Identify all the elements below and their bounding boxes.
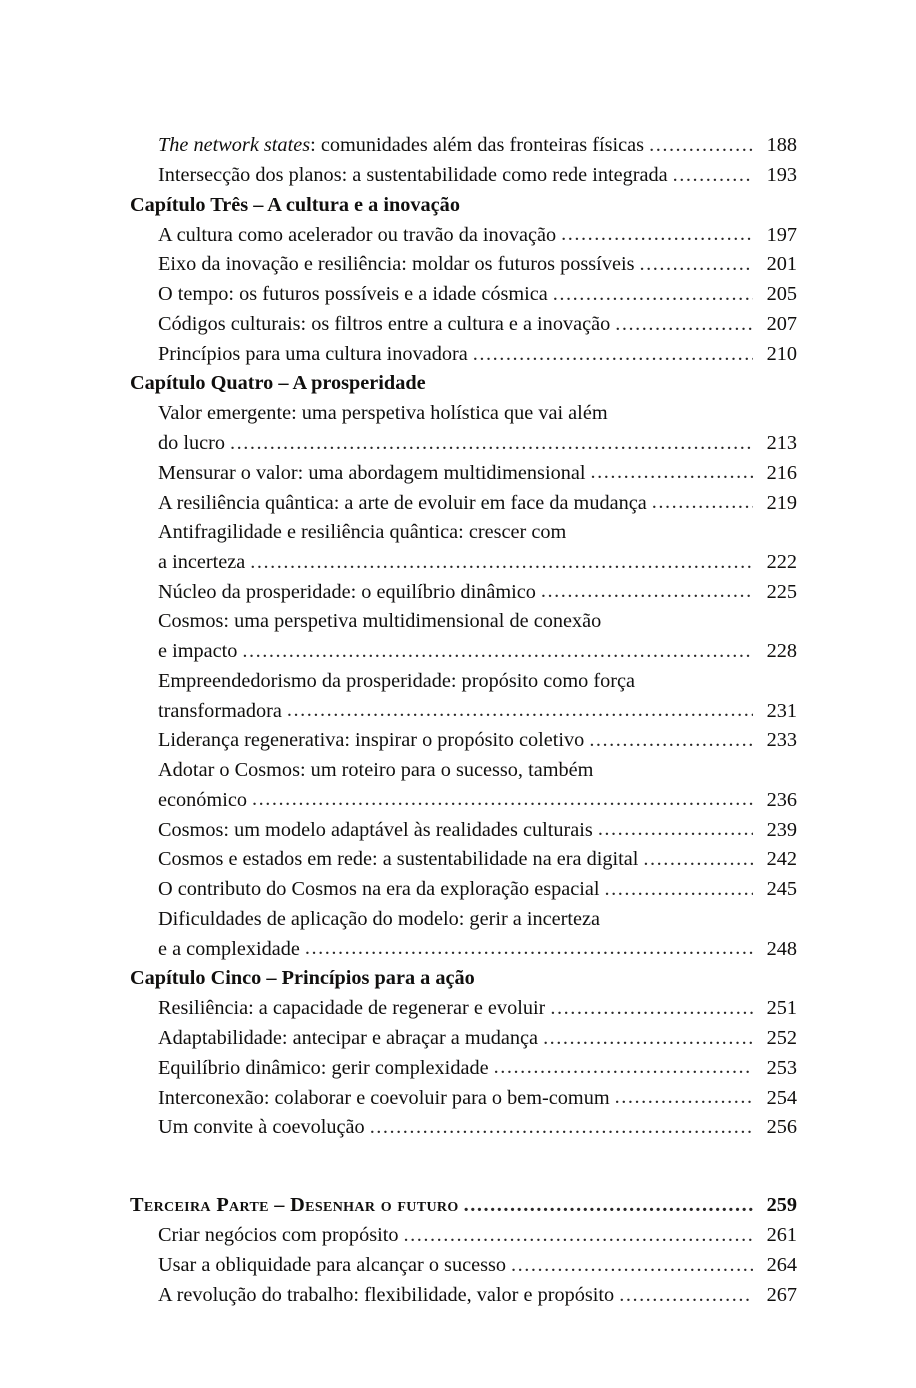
toc-entry-line: Antifragilidade e resiliência quântica: crescer com <box>158 521 567 544</box>
dot-leader <box>543 1024 753 1044</box>
chapter-heading: Capítulo Quatro – A prosperidade <box>130 372 426 395</box>
toc-entry[interactable] <box>158 131 797 161</box>
page-number: 193 <box>766 164 797 187</box>
page-number: 225 <box>766 580 797 603</box>
toc-entry-label: Equilíbrio dinâmico: gerir complexidade <box>158 1056 489 1079</box>
page-number: 222 <box>766 550 797 573</box>
toc-entry-label: Intersecção dos planos: a sustentabilidade como rede integrada <box>158 164 668 187</box>
page-number: 233 <box>766 729 797 752</box>
toc-entry[interactable] <box>158 1251 797 1281</box>
toc-entry[interactable] <box>158 1221 797 1251</box>
toc-entry-label: Criar negócios com propósito <box>158 1224 399 1247</box>
dot-leader <box>250 548 753 568</box>
toc-entry-line: Dificuldades de aplicação do modelo: gerir a incerteza <box>158 907 601 930</box>
toc-entry-label: a incerteza <box>158 550 246 573</box>
section-spacer <box>130 1143 797 1191</box>
toc-entry[interactable] <box>158 429 797 459</box>
page-number: 231 <box>766 699 797 722</box>
toc-entry[interactable] <box>158 845 797 875</box>
toc-entry-line: Cosmos: uma perspetiva multidimensional de conexão <box>158 610 602 633</box>
toc-entry[interactable] <box>158 458 797 488</box>
dot-leader <box>591 458 754 478</box>
table-of-contents <box>130 131 797 1310</box>
dot-leader <box>561 220 753 240</box>
toc-entry[interactable] <box>158 250 797 280</box>
toc-entry[interactable] <box>158 815 797 845</box>
toc-entry-line: Valor emergente: uma perspetiva holística que vai além <box>158 402 608 424</box>
page-number: 213 <box>766 431 797 454</box>
toc-entry[interactable] <box>158 785 797 815</box>
page-number: 264 <box>766 1254 797 1276</box>
toc-entry-line: Adotar o Cosmos: um roteiro para o sucesso, também <box>158 758 594 781</box>
toc-entry-line: Empreendedorismo da prosperidade: propósito como força <box>158 669 636 692</box>
dot-leader <box>652 488 753 508</box>
dot-leader <box>242 637 753 657</box>
dot-leader <box>553 280 753 300</box>
toc-entry[interactable] <box>158 1024 797 1054</box>
dot-leader <box>230 429 753 449</box>
toc-entry[interactable] <box>158 696 797 726</box>
toc-entry[interactable] <box>158 280 797 310</box>
toc-entry[interactable] <box>158 1083 797 1113</box>
toc-entry[interactable] <box>158 726 797 756</box>
dot-leader <box>615 310 753 330</box>
toc-entry-label: Eixo da inovação e resiliência: moldar os futuros possíveis <box>158 253 635 276</box>
toc-entry[interactable] <box>158 340 797 370</box>
toc-entry[interactable] <box>158 1053 797 1083</box>
dot-leader <box>370 1113 753 1133</box>
page-number: 216 <box>766 461 797 484</box>
page-number: 245 <box>766 878 797 901</box>
toc-entry-label: Um convite à coevolução <box>158 1116 365 1139</box>
page-number: 210 <box>766 342 797 365</box>
toc-entry-label: O tempo: os futuros possíveis e a idade cósmica <box>158 283 548 306</box>
dot-leader <box>598 815 753 835</box>
toc-entry-label: Núcleo da prosperidade: o equilíbrio dinâmico <box>158 580 536 603</box>
toc-entry-title-italic: The network states <box>158 134 311 157</box>
page-number: 205 <box>766 283 797 306</box>
toc-entry-label: e impacto <box>158 640 238 663</box>
toc-entry[interactable] <box>158 875 797 905</box>
page-number: 239 <box>766 818 797 841</box>
toc-entry[interactable] <box>158 994 797 1024</box>
page-number: 261 <box>766 1224 797 1247</box>
part-heading <box>130 1191 797 1221</box>
toc-entry[interactable] <box>158 548 797 578</box>
toc-entry-label: Usar a obliquidade para alcançar o sucesso <box>158 1254 507 1276</box>
toc-entry-label: Códigos culturais: os filtros entre a cultura e a inovação <box>158 313 611 336</box>
page-number: 251 <box>766 997 797 1020</box>
chapter-heading: Capítulo Cinco – Princípios para a ação <box>130 967 475 990</box>
toc-entry-label: transformadora <box>158 699 282 722</box>
page-number: 188 <box>766 134 797 157</box>
dot-leader <box>541 577 753 597</box>
page-number: 253 <box>766 1056 797 1079</box>
toc-entry[interactable] <box>158 161 797 191</box>
page-number: 259 <box>766 1194 797 1217</box>
page-number: 207 <box>766 313 797 336</box>
toc-entry-title-rest: : comunidades além das fronteiras físicas <box>310 134 645 157</box>
dot-leader <box>673 161 753 181</box>
chapter-heading: Capítulo Três – A cultura e a inovação <box>130 193 460 216</box>
dot-leader <box>640 250 754 270</box>
page-number: 252 <box>766 1026 797 1049</box>
toc-entry-label: Mensurar o valor: uma abordagem multidimensional <box>158 461 586 484</box>
dot-leader <box>619 1281 753 1301</box>
part-heading-label: Terceira Parte – Desenhar o futuro <box>130 1194 459 1217</box>
toc-entry-label: Resiliência: a capacidade de regenerar e evoluir <box>158 997 546 1020</box>
dot-leader <box>589 726 753 746</box>
toc-entry-label <box>158 131 644 161</box>
page-number: 267 <box>766 1283 797 1306</box>
toc-entry-label: A resiliência quântica: a arte de evoluir em face da mudança <box>158 491 647 514</box>
toc-entry[interactable] <box>158 1113 797 1143</box>
dot-leader <box>404 1221 753 1241</box>
page-number: 248 <box>766 937 797 960</box>
toc-entry-label: do lucro <box>158 431 226 454</box>
dot-leader <box>473 340 753 360</box>
page-number: 256 <box>766 1116 797 1139</box>
dot-leader <box>615 1083 753 1103</box>
toc-entry-label: económico <box>158 788 247 811</box>
page-number: 242 <box>766 848 797 871</box>
page-number: 236 <box>766 788 797 811</box>
toc-entry[interactable] <box>158 637 797 667</box>
toc-entry-label: A revolução do trabalho: flexibilidade, valor e propósito <box>158 1283 615 1306</box>
toc-entry[interactable] <box>158 220 797 250</box>
dot-leader <box>287 696 753 716</box>
toc-entry[interactable] <box>158 934 797 964</box>
toc-entry-label: A cultura como acelerador ou travão da inovação <box>158 223 557 246</box>
dot-leader <box>464 1191 753 1211</box>
toc-entry-label: O contributo do Cosmos na era da exploração espacial <box>158 878 600 901</box>
toc-entry-label: Cosmos: um modelo adaptável às realidades culturais <box>158 818 593 841</box>
dot-leader <box>605 875 753 895</box>
dot-leader <box>252 785 753 805</box>
toc-entry-label: Adaptabilidade: antecipar e abraçar a mudança <box>158 1026 539 1049</box>
toc-entry-label: Princípios para uma cultura inovadora <box>158 342 468 365</box>
toc-entry[interactable] <box>158 310 797 340</box>
toc-entry-label: Liderança regenerativa: inspirar o propósito coletivo <box>158 729 585 752</box>
page-number: 254 <box>766 1086 797 1109</box>
dot-leader <box>511 1251 753 1271</box>
toc-entry[interactable] <box>158 577 797 607</box>
dot-leader <box>550 994 753 1014</box>
toc-entry-label: Cosmos e estados em rede: a sustentabilidade na era digital <box>158 848 639 871</box>
toc-entry[interactable] <box>158 1281 797 1311</box>
dot-leader <box>305 934 753 954</box>
dot-leader <box>494 1053 753 1073</box>
page-number: 228 <box>766 640 797 663</box>
page-number: 197 <box>766 223 797 246</box>
toc-entry-label: Interconexão: colaborar e coevoluir para o bem-comum <box>158 1086 610 1109</box>
toc-entry[interactable] <box>158 488 797 518</box>
page-number: 219 <box>766 491 797 514</box>
page-number: 201 <box>766 253 797 276</box>
dot-leader <box>649 131 753 151</box>
dot-leader <box>643 845 753 865</box>
toc-entry-label: e a complexidade <box>158 937 300 960</box>
